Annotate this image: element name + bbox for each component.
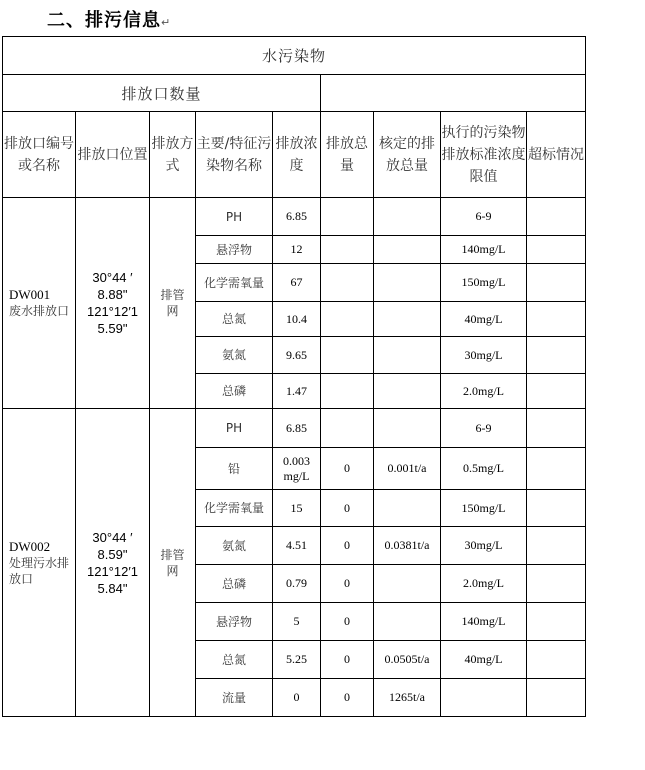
concentration-value: 9.65 bbox=[273, 337, 321, 374]
standard-limit-value: 0.5mg/L bbox=[441, 448, 527, 490]
total-value: 0 bbox=[321, 527, 374, 565]
pollutant-name: 化学需氧量 bbox=[196, 264, 273, 302]
header-total: 排放总量 bbox=[321, 112, 374, 198]
concentration-value: 67 bbox=[273, 264, 321, 302]
section-title: 水污染物 bbox=[3, 37, 586, 75]
table-row bbox=[3, 198, 586, 236]
concentration-value: 6.85 bbox=[273, 409, 321, 448]
exceedance-value bbox=[527, 264, 586, 302]
exceedance-value bbox=[527, 448, 586, 490]
approved-total-value bbox=[374, 302, 441, 337]
standard-limit-value: 6-9 bbox=[441, 409, 527, 448]
total-value bbox=[321, 337, 374, 374]
standard-limit-value: 30mg/L bbox=[441, 527, 527, 565]
total-value bbox=[321, 302, 374, 337]
pollutant-name: 氨氮 bbox=[196, 527, 273, 565]
pollutant-name: 悬浮物 bbox=[196, 603, 273, 641]
header-concentration: 排放浓度 bbox=[273, 112, 321, 198]
total-value bbox=[321, 374, 374, 409]
approved-total-value bbox=[374, 337, 441, 374]
pollutant-name: 总氮 bbox=[196, 302, 273, 337]
total-value: 0 bbox=[321, 603, 374, 641]
approved-total-value bbox=[374, 264, 441, 302]
page-heading: 二、排污信息↵ bbox=[47, 10, 172, 31]
outfall-position: 30°44 ′ 8.59" 121°12′1 5.84" bbox=[76, 409, 150, 717]
pollutant-name: 总磷 bbox=[196, 565, 273, 603]
standard-limit-value bbox=[441, 679, 527, 717]
exceedance-value bbox=[527, 603, 586, 641]
approved-total-value bbox=[374, 236, 441, 264]
total-value: 0 bbox=[321, 565, 374, 603]
exceedance-value bbox=[527, 490, 586, 527]
standard-limit-value: 140mg/L bbox=[441, 236, 527, 264]
pollutant-name: 悬浮物 bbox=[196, 236, 273, 264]
header-exceedance: 超标情况 bbox=[527, 112, 586, 198]
header-pollutant-name: 主要/特征污染物名称 bbox=[196, 112, 273, 198]
standard-limit-value: 2.0mg/L bbox=[441, 374, 527, 409]
outfall-position: 30°44 ′ 8.88" 121°12′1 5.59" bbox=[76, 198, 150, 409]
pollutant-name: 氨氮 bbox=[196, 337, 273, 374]
total-value: 0 bbox=[321, 641, 374, 679]
outfall-name: 废水排放口 bbox=[9, 304, 70, 318]
header-standard-limit: 执行的污染物排放标准浓度限值 bbox=[441, 112, 527, 198]
approved-total-value bbox=[374, 490, 441, 527]
header-approved-total: 核定的排放总量 bbox=[374, 112, 441, 198]
total-value bbox=[321, 236, 374, 264]
pollutant-name: PH bbox=[196, 409, 273, 448]
standard-limit-value: 40mg/L bbox=[441, 302, 527, 337]
header-outlet-id: 排放口编号或名称 bbox=[3, 112, 76, 198]
total-value: 0 bbox=[321, 448, 374, 490]
approved-total-value: 1265t/a bbox=[374, 679, 441, 717]
table-row bbox=[3, 409, 586, 448]
pollutant-name: 总氮 bbox=[196, 641, 273, 679]
exceedance-value bbox=[527, 236, 586, 264]
outfall-code: DW002 bbox=[9, 538, 51, 554]
total-value bbox=[321, 409, 374, 448]
header-row bbox=[3, 112, 586, 198]
concentration-value: 0.003 mg/L bbox=[273, 448, 321, 490]
approved-total-value: 0.001t/a bbox=[374, 448, 441, 490]
total-value bbox=[321, 264, 374, 302]
concentration-value: 10.4 bbox=[273, 302, 321, 337]
standard-limit-value: 150mg/L bbox=[441, 264, 527, 302]
exceedance-value bbox=[527, 527, 586, 565]
water-pollutant-table bbox=[2, 36, 586, 717]
total-value: 0 bbox=[321, 490, 374, 527]
concentration-value: 5 bbox=[273, 603, 321, 641]
concentration-value: 0.79 bbox=[273, 565, 321, 603]
outfall-id-cell bbox=[3, 198, 76, 409]
exceedance-value bbox=[527, 198, 586, 236]
concentration-value: 6.85 bbox=[273, 198, 321, 236]
exceedance-value bbox=[527, 409, 586, 448]
approved-total-value bbox=[374, 374, 441, 409]
concentration-value: 5.25 bbox=[273, 641, 321, 679]
concentration-value: 12 bbox=[273, 236, 321, 264]
pollutant-name: 铅 bbox=[196, 448, 273, 490]
header-discharge-method: 排放方式 bbox=[150, 112, 196, 198]
discharge-method: 排管网 bbox=[150, 198, 196, 409]
standard-limit-value: 2.0mg/L bbox=[441, 565, 527, 603]
approved-total-value bbox=[374, 198, 441, 236]
total-value bbox=[321, 198, 374, 236]
discharge-method: 排管网 bbox=[150, 409, 196, 717]
approved-total-value bbox=[374, 565, 441, 603]
concentration-value: 1.47 bbox=[273, 374, 321, 409]
total-value: 0 bbox=[321, 679, 374, 717]
header-outlet-position: 排放口位置 bbox=[76, 112, 150, 198]
outfall-name: 处理污水排放口 bbox=[9, 555, 70, 586]
outlet-count-value bbox=[321, 75, 586, 112]
concentration-value: 15 bbox=[273, 490, 321, 527]
standard-limit-value: 150mg/L bbox=[441, 490, 527, 527]
standard-limit-value: 30mg/L bbox=[441, 337, 527, 374]
approved-total-value bbox=[374, 603, 441, 641]
exceedance-value bbox=[527, 565, 586, 603]
outlet-count-label: 排放口数量 bbox=[3, 75, 321, 112]
concentration-value: 0 bbox=[273, 679, 321, 717]
standard-limit-value: 40mg/L bbox=[441, 641, 527, 679]
outfall-id-cell bbox=[3, 409, 76, 717]
exceedance-value bbox=[527, 641, 586, 679]
exceedance-value bbox=[527, 302, 586, 337]
pollutant-name: 化学需氧量 bbox=[196, 490, 273, 527]
pollutant-name: 总磷 bbox=[196, 374, 273, 409]
standard-limit-value: 6-9 bbox=[441, 198, 527, 236]
approved-total-value bbox=[374, 409, 441, 448]
approved-total-value: 0.0505t/a bbox=[374, 641, 441, 679]
pollutant-name: 流量 bbox=[196, 679, 273, 717]
exceedance-value bbox=[527, 337, 586, 374]
pollutant-name: PH bbox=[196, 198, 273, 236]
exceedance-value bbox=[527, 374, 586, 409]
exceedance-value bbox=[527, 679, 586, 717]
outfall-code: DW001 bbox=[9, 287, 51, 302]
concentration-value: 4.51 bbox=[273, 527, 321, 565]
standard-limit-value: 140mg/L bbox=[441, 603, 527, 641]
approved-total-value: 0.0381t/a bbox=[374, 527, 441, 565]
